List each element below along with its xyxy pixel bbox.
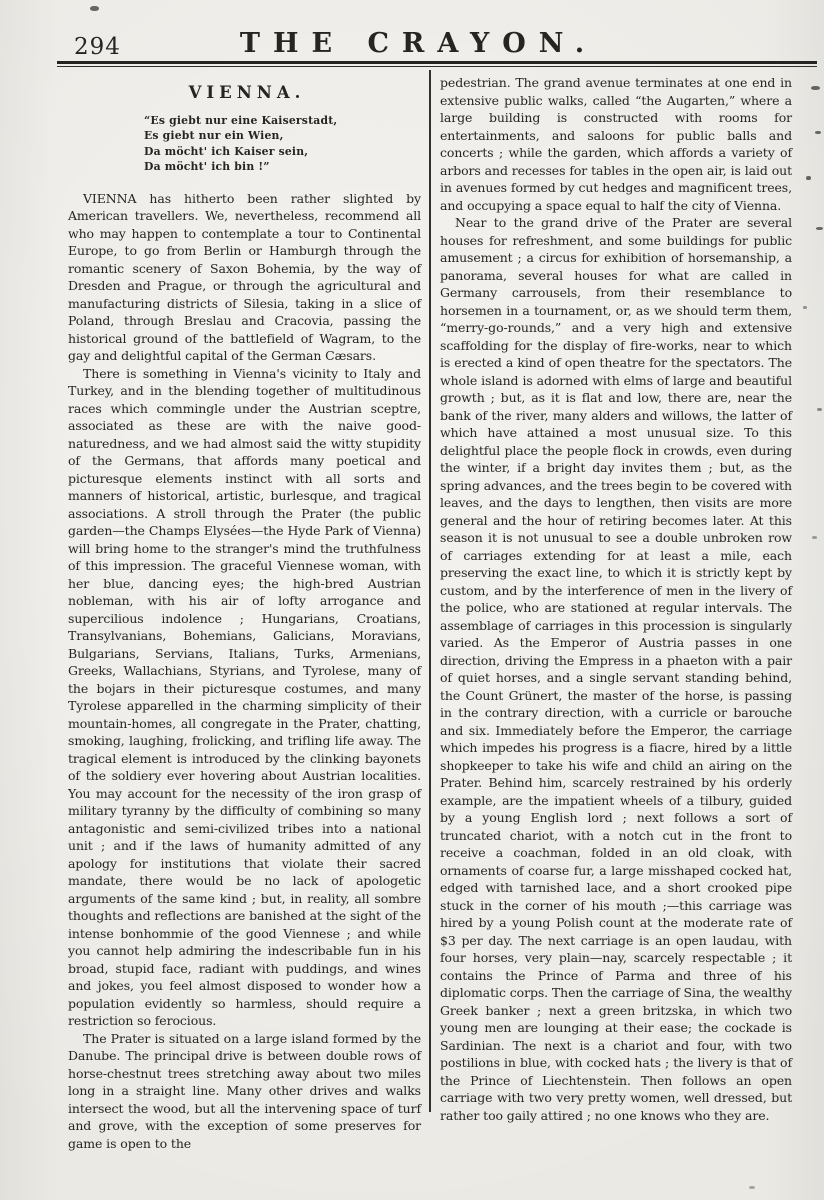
paragraph: The Prater is situated on a large island formed by the Danube. The principal drive is between double rows of horse-chestnut trees stretching away about two miles long in a straight line. Many other drives and walks intersect the wood, but all the intervening space of turf and grove, with the exception of some preserves for game is open to the xyxy=(68,1030,421,1151)
epigraph-line: Es giebt nur ein Wien, xyxy=(144,129,284,142)
header-rule-thick xyxy=(57,61,817,64)
scan-speck xyxy=(803,306,807,309)
paragraph: VIENNA has hitherto been rather slighted by American travellers. We, nevertheless, recommend all who may happen to contemplate a tour to Continental Europe, to go from Berlin or Hamburgh through the romantic scenery of Saxon Bohemia, by the way of Dresden and Prague, or through the agricultural and manufacturing districts of Silesia, taking in a slice of Poland, through Breslau and Cracovia, passing the historical ground of the battlefield of Wagram, to the gay and delightful capital of the German Cæsars. xyxy=(68,190,421,363)
column-divider xyxy=(429,70,431,1112)
scan-speck xyxy=(811,86,820,90)
header-rule-thin xyxy=(57,66,817,67)
paragraph: pedestrian. The grand avenue terminates at one end in extensive public walks, called “the Augarten,” where a large building is constructed with rooms for entertainments, and saloons for public balls and concerts ; while the garden, which affords a variety of arbors and recesses for tables in the open air, is laid out in avenues formed by cut hedges and magnificent trees, and occupying a space equal to half the city of Vienna. xyxy=(440,75,792,213)
left-column xyxy=(68,84,421,1152)
scan-speck xyxy=(90,6,99,11)
scan-speck xyxy=(806,176,811,180)
paragraph: Near to the grand drive of the Prater are several houses for refreshment, and some buildings for public amusement ; a circus for exhibition of horsemanship, a panorama, several houses for what are called in Germany carrousels, from their resemblance to horsemen in a tournament, or, as we should term them, “merry-go-rounds,” and a very high and extensive scaffolding for the display of fire-works, near to which is erected a kind of open theatre for the spectators. The whole island is adorned with elms of large and beautiful growth ; but, as it is flat and low, there are, near the bank of the river, many alders and willows, the latter of which have attained a most unusual size. To this delightful place the people flock in crowds, even during the winter, if a bright day invites them ; but, as the spring advances, and the trees begin to be covered with leaves, and the days to lengthen, then visits are more general and the hour of retiring becomes later. At this season it is not unusual to see a double unbroken row of carriages extending for at least a mile, each preserving the exact line, to which it is strictly kept by custom, and by the interference of men in the livery of the police, who are stationed at regular intervals. The assemblage of carriages in this procession is singularly varied. As the Emperor of Austria passes in one direction, driving the Empress in a phaeton with a pair of quiet horses, and a single servant standing behind, the Count Grünert, the master of the horse, is passing in the contrary direction, with a curricle or barouche and six. Immediately before the Emperor, the carriage which impedes his progress is a fiacre, hired by a little shopkeeper to take his wife and child an airing on the Prater. Behind him, scarcely restrained by his orderly example, are the impatient wheels of a tilbury, guided by a young English lord ; next follows a sort of truncated chariot, with a notch cut in the front to receive a coachman, folded in an old cloak, with ornaments of coarse fur, a large misshaped cocked hat, edged with tarnished lace, and a short crooked pipe stuck in the corner of his mouth ;—this carriage was hired by a young Polish count at the moderate rate of $3 per day. The next carriage is an open laudau, with four horses, very plain—nay, scarcely respectable ; it contains the Prince of Parma and three of his diplomatic corps. Then the carriage of Sina, the wealthy Greek banker ; next a green britzska, in which two young men are lounging at their ease; the cockade is Sardinian. The next is a chariot and four, with two postilions in blue, with cocked hats ; the livery is that of the Prince of Liechtenstein. Then follows an open carriage with two very pretty women, well dressed, but rather too gaily attired ; no one knows who they are. xyxy=(440,215,792,1123)
header-rule xyxy=(57,61,817,67)
paragraph: There is something in Vienna's vicinity to Italy and Turkey, and in the blending together of multitudinous races which commingle under the Austrian sceptre, associated as these are with the naive good-naturedness, and we had almost said the witty stupidity of the Germans, that affords many poetical and picturesque elements instinct with all sorts and manners of historical, artistic, burlesque, and tragical associations. A stroll through the Prater (the public garden—the Champs Elysées—the Hyde Park of Vienna) will bring home to the stranger's mind the truthfulness of this impression. The graceful Viennese woman, with her blue, dancing eyes; the high-bred Austrian nobleman, with his air of lofty arrogance and supercilious indolence ; Hungarians, Croatians, Transylvanians, Bohemians, Galicians, Moravians, Bulgarians, Servians, Italians, Turks, Armenians, Greeks, Wallachians, Styrians, and Tyrolese, many of the bojars in their picturesque costumes, and many Tyrolese apparelled in the charming simplicity of their mountain-homes, all congregate in the Prater, chatting, smoking, laughing, frolicking, and trifling life away. The tragical element is introduced by the clinking bayonets of the soldiery ever hovering about Austrian localities. You may account for the necessity of the iron grasp of military tyranny by the difficulty of combining so many antagonistic and semi-civilized tribes into a national unit ; and if the laws of humanity admitted of any apology for institutions that violate their sacred mandate, there would be no lack of apologetic arguments of the same kind ; but, in reality, all sombre thoughts and reflections are banished at the sight of the intense bonhommie of the good Viennese ; and while you cannot help admiring the indescribable fun in his broad, stupid face, radiant with puddings, and wines and jokes, you feel almost disposed to wonder how a population evidently so harmless, should require a restriction so ferocious. xyxy=(68,365,421,1028)
epigraph-line: “Es giebt nur eine Kaiserstadt, xyxy=(144,113,338,127)
masthead-title: THE CRAYON. xyxy=(239,28,598,59)
scan-speck xyxy=(749,1186,755,1189)
right-column xyxy=(440,74,792,1124)
scan-speck xyxy=(812,536,817,539)
scan-speck xyxy=(817,408,822,411)
epigraph xyxy=(144,113,421,175)
article-title: VIENNA. xyxy=(188,83,306,102)
epigraph-line: Da möcht' ich bin !” xyxy=(144,160,270,173)
scan-speck xyxy=(816,227,823,230)
epigraph-line: Da möcht' ich Kaiser sein, xyxy=(144,144,309,158)
scan-speck xyxy=(815,131,821,134)
page-number: 294 xyxy=(74,34,121,60)
